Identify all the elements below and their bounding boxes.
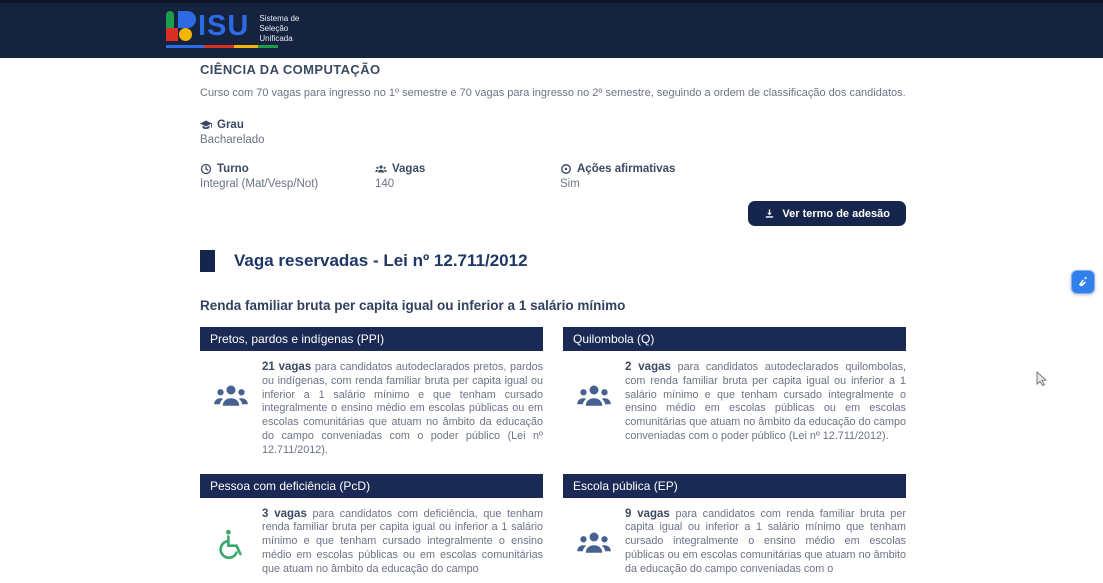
course-description: Curso com 70 vagas para ingresso no 1º semestre e 70 vagas para ingresso no 2º semestre, seguindo a ordem de classificação dos candidatos. bbox=[200, 87, 906, 99]
dot-circle-icon bbox=[560, 163, 572, 175]
quota-card-title: Pretos, pardos e indígenas (PPI) bbox=[200, 327, 543, 351]
grau-label: Grau bbox=[217, 119, 244, 131]
quota-card-vagas: 9 vagas bbox=[625, 507, 670, 520]
sign-language-hands-icon bbox=[1076, 275, 1090, 289]
quota-card-text bbox=[625, 508, 906, 577]
download-icon bbox=[764, 208, 775, 219]
quota-card-description: para candidatos com deficiência, que tenham renda familiar bruta per capita igual ou inferior a 1 salário mínimo e que tenham cursado integralmente o ensino médio em escolas públicas ou em escolas comunitárias que atuam no âmbito da educação do campo bbox=[262, 507, 543, 575]
quota-card-vagas: 2 vagas bbox=[625, 361, 671, 373]
attribute-grau bbox=[200, 119, 906, 146]
quota-card-title: Escola pública (EP) bbox=[563, 474, 906, 498]
quota-card-escola-publica bbox=[563, 474, 906, 583]
people-group-icon bbox=[576, 381, 612, 411]
acoes-label: Ações afirmativas bbox=[577, 163, 676, 175]
grau-value: Bacharelado bbox=[200, 134, 265, 146]
logo-tagline-line: Seleção bbox=[259, 24, 289, 33]
logo-tagline bbox=[259, 14, 299, 44]
quota-card-title: Pessoa com deficiência (PcD) bbox=[200, 474, 543, 498]
course-detail-panel bbox=[200, 62, 906, 583]
logo-tagline-line: Unificada bbox=[259, 34, 293, 43]
libras-accessibility-button[interactable] bbox=[1071, 270, 1095, 294]
quota-cards-grid bbox=[200, 327, 906, 583]
income-criteria-subtitle: Renda familiar bruta per capita igual ou inferior a 1 salário mínimo bbox=[200, 298, 626, 313]
quota-card-description: para candidatos com renda familiar bruta per capita igual ou inferior a 1 salário mínimo que tenham cursado integralmente o ensino médio em escolas públicas ou em escolas comunitárias que atuam no âmbito da educação do campo conveniadas com o bbox=[625, 507, 906, 575]
attribute-acoes-afirmativas bbox=[560, 163, 760, 190]
quota-card-pcd bbox=[200, 474, 543, 583]
quota-card-text bbox=[262, 361, 543, 458]
attribute-vagas bbox=[375, 163, 560, 190]
users-icon bbox=[375, 163, 387, 175]
turno-label: Turno bbox=[217, 163, 249, 175]
wheelchair-icon bbox=[215, 528, 247, 562]
quota-card-quilombola bbox=[563, 327, 906, 450]
reserved-section-header bbox=[200, 250, 906, 272]
quota-card-ppi bbox=[200, 327, 543, 464]
logo-underline bbox=[166, 45, 278, 48]
quota-card-description: para candidatos autodeclarados pretos, pardos ou indígenas, com renda familiar bruta per capita igual ou inferior a 1 salário mínimo e que tenham cursado integralmente o ensino médio em escolas públicas ou em escolas comunitárias que atuam no âmbito da educação do campo conveniadas com o poder público (Lei nº 12.711/2012). bbox=[262, 361, 543, 456]
turno-value: Integral (Mat/Vesp/Not) bbox=[200, 178, 319, 190]
people-group-icon bbox=[576, 528, 612, 558]
button-row bbox=[200, 201, 906, 226]
logo-tagline-line: Sistema de bbox=[259, 14, 300, 23]
attribute-row bbox=[200, 163, 906, 190]
course-title: CIÊNCIA DA COMPUTAÇÃO bbox=[200, 62, 381, 77]
sisu-logo-mark-icon bbox=[166, 11, 196, 43]
acoes-value: Sim bbox=[560, 178, 580, 190]
logo-brand-text: ISU bbox=[198, 10, 250, 42]
people-group-icon bbox=[213, 381, 249, 411]
top-navbar bbox=[0, 0, 1103, 58]
quota-card-vagas: 21 vagas bbox=[262, 361, 312, 373]
ver-termo-adesao-button[interactable] bbox=[748, 201, 906, 226]
attribute-turno bbox=[200, 163, 375, 190]
quota-card-vagas: 3 vagas bbox=[262, 507, 307, 520]
section-bullet-square bbox=[200, 250, 215, 272]
quota-card-title: Quilombola (Q) bbox=[563, 327, 906, 351]
quota-card-text bbox=[625, 361, 906, 444]
clock-icon bbox=[200, 163, 212, 175]
sisu-logo[interactable] bbox=[166, 11, 299, 44]
vagas-label: Vagas bbox=[392, 163, 426, 175]
mouse-cursor bbox=[1036, 371, 1048, 387]
ver-termo-adesao-label: Ver termo de adesão bbox=[782, 207, 890, 220]
graduation-cap-icon bbox=[200, 119, 212, 131]
quota-card-text bbox=[262, 508, 543, 577]
reserved-section-title: Vaga reservadas - Lei nº 12.711/2012 bbox=[234, 251, 528, 270]
vagas-value: 140 bbox=[375, 178, 395, 190]
quota-card-description: para candidatos autodeclarados quilombolas, com renda familiar bruta per capita igual ou inferior a 1 salário mínimo e que tenham cursado integralmente o ensino médio em escolas públicas ou em escolas comunitárias que atuam no âmbito da educação do campo conveniadas com o poder público (Lei nº 12.711/2012). bbox=[625, 361, 906, 442]
